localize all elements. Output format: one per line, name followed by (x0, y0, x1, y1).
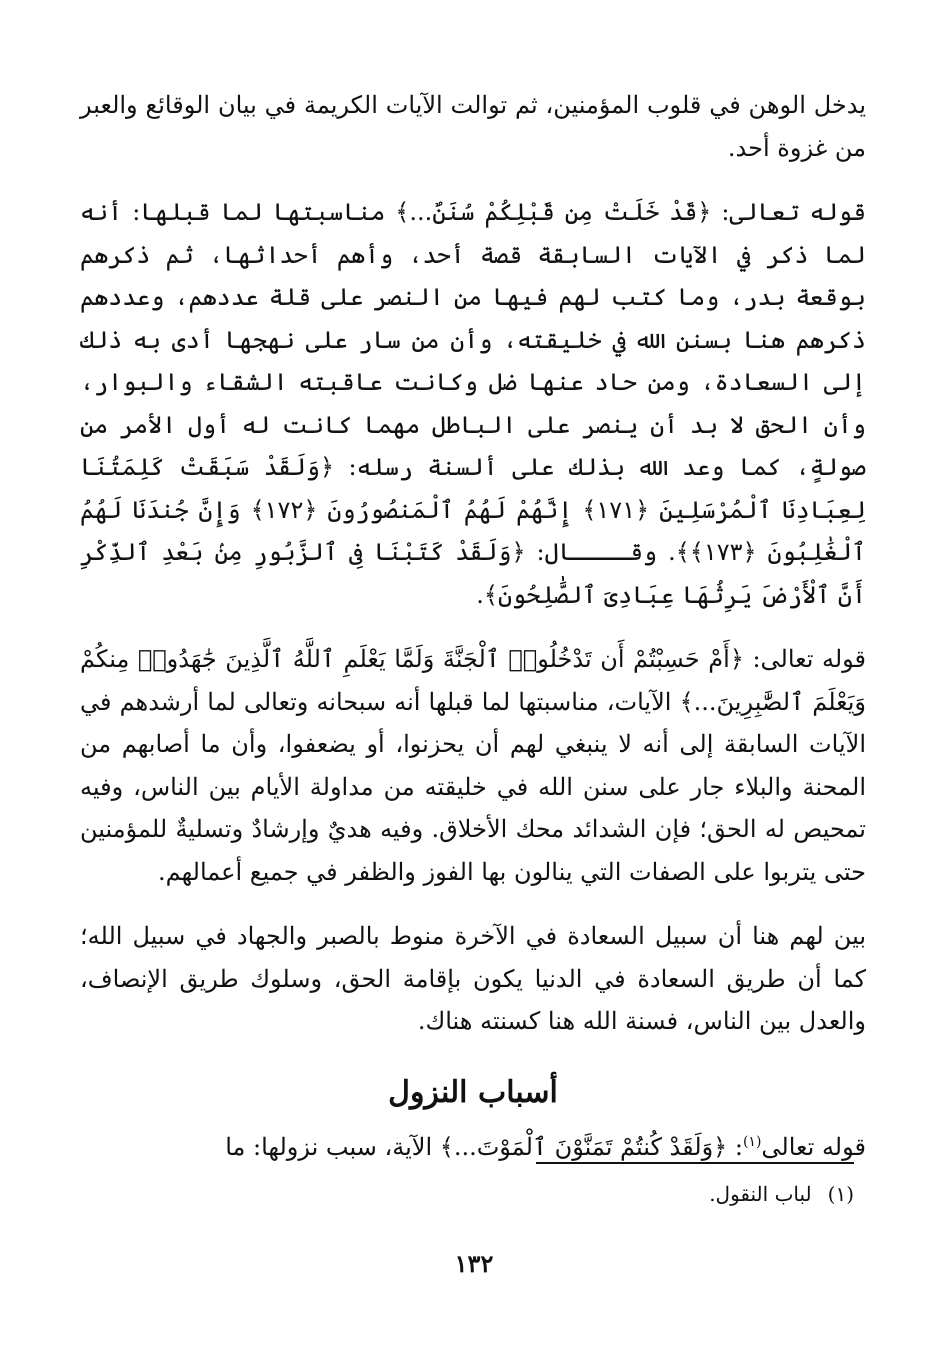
paragraph-4 (80, 915, 866, 1043)
last-line-prefix: قوله تعالى (761, 1132, 866, 1161)
quran-verse-jannah: ﴿أَمْ حَسِبْتُمْ أَن تَدْخُلُوا۟ ٱلْجَنَّةَ وَلَمَّا يَعْلَمِ ٱللَّهُ ٱلَّذِينَ جَٰهَدُوا۟ مِنكُمْ وَيَعْلَمَ ٱلصَّٰبِرِينَ...﴾ (80, 645, 866, 716)
paragraph-3-body: الآيات، مناسبتها لما قبلها أنه سبحانه وتعالى لما أرشدهم في الآيات السابقة إلى أنه لا ينبغي لهم أن يحزنوا، أو يضعفوا، وأن ما أصابهم من المحنة والبلاء جار على سنن الله في خليقته من مداولة الأيام بين الناس، وفيه تمحيص له الحق؛ فإن الشدائد محك الأخلاق. وفيه هديٌ وإرشادٌ وتسليةٌ للمؤمنين حتى يتربوا على الصفات التي ينالون بها الفوز والظفر في جميع أعمالهم. (80, 687, 866, 886)
paragraph-4-text: بين لهم هنا أن سبيل السعادة في الآخرة منوط بالصبر والجهاد في سبيل الله؛ كما أن طريق السعادة في الدنيا يكون بإقامة الحق، وسلوك طريق الإنصاف، والعدل بين الناس، فسنة الله هنا كسنته هناك. (80, 922, 866, 1035)
paragraph-2-end: . (476, 580, 484, 609)
paragraph-2-prefix: قوله تعالى: (711, 198, 867, 226)
paragraph-2-and: . وقــــال: (525, 538, 676, 566)
paragraph-3-prefix: قوله تعالى: (743, 645, 867, 673)
footnote-text: لباب النقول. (709, 1182, 812, 1206)
quran-verse-sunan: ﴿قَدْ خَلَتْ مِن قَبْلِكُمْ سُنَنٌ...﴾ (395, 198, 712, 226)
footnote-marker[interactable]: (١) (742, 1133, 762, 1150)
section-heading: أسباب النزول (388, 1074, 558, 1110)
paragraph-1 (80, 84, 866, 169)
page-body (80, 84, 866, 1168)
paragraph-2 (80, 191, 866, 616)
footnote-divider (536, 1162, 854, 1164)
quran-verse-zabur: ﴿وَلَقَدْ كَتَبْنَا فِى ٱلزَّبُورِ مِنۢ بَعْدِ ٱلذِّكْرِ أَنَّ ٱلْأَرْضَ يَرِثُهَا عِبَادِىَ ٱلصَّٰلِحُونَ﴾ (80, 538, 866, 609)
quran-verse-mawt: ﴿وَلَقَدْ كُنتُمْ تَمَنَّوْنَ ٱلْمَوْتَ...﴾ (439, 1132, 728, 1161)
last-line-suffix: الآية، سبب نزولها: ما (225, 1132, 440, 1161)
last-line-colon: : (727, 1132, 743, 1161)
page-number: ١٣٢ (454, 1249, 494, 1278)
quran-verse-kalimatuna: ﴿وَلَقَدْ سَبَقَتْ كَلِمَتُنَا لِعِبَادِنَا ٱلْمُرْسَلِينَ ﴿١٧١﴾ إِنَّهُمْ لَهُمُ ٱلْمَنصُورُونَ ﴿١٧٢﴾ وَإِنَّ جُندَنَا لَهُمُ ٱلْغَٰلِبُونَ ﴿١٧٣﴾﴾ (80, 453, 866, 566)
paragraph-2-body: مناسبتها لما قبلها: أنه لما ذكر في الآيات السابقة قصة أحد، وأهم أحداثها، ثم ذكرهم بوقعة بدر، وما كتب لهم فيها من النصر على قلة عددهم، وعددهم ذكرهم هنا بسنن الله في خليقته، وأن من سار على نهجها أدى به ذلك إلى السعادة، ومن حاد عنها ضل وكانت عاقبته الشقاء والبوار، وأن الحق لا بد أن ينصر على الباطل مهما كانت له أول الأمر من صولةٍ، كما وعد الله بذلك على ألسنة رسله: (80, 198, 866, 481)
paragraph-3 (80, 638, 866, 893)
footnote (709, 1180, 854, 1208)
paragraph-5 (80, 1121, 866, 1169)
footnote-number: (١) (827, 1182, 854, 1206)
paragraph-1-text: يدخل الوهن في قلوب المؤمنين، ثم توالت الآيات الكريمة في بيان الوقائع والعبر من غزوة أحد. (80, 91, 866, 162)
